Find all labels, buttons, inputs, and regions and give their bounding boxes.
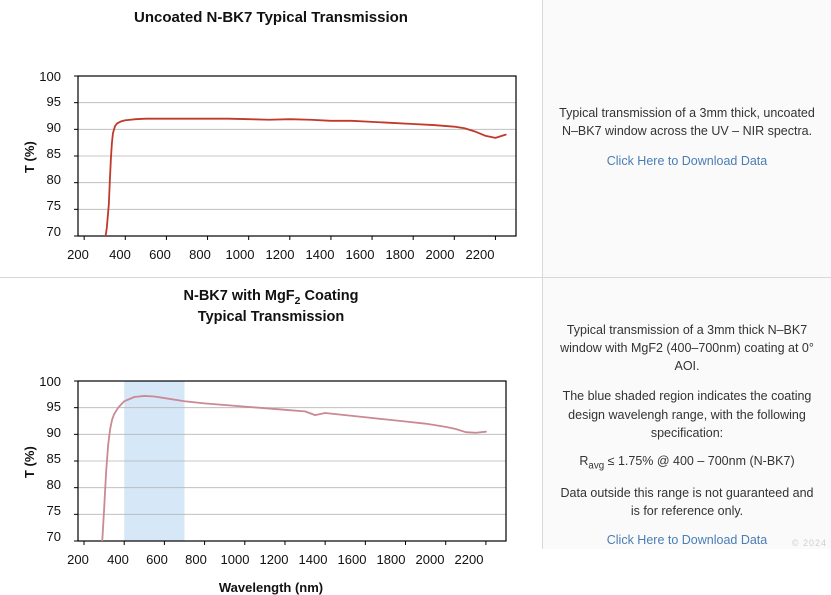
uncoated-ytick-95: 95 <box>46 93 61 109</box>
spec-rest: ≤ 1.75% @ 400 – 700nm (N-BK7) <box>604 454 795 469</box>
uncoated-chart-title: Uncoated N-BK7 Typical Transmission <box>134 9 408 26</box>
uncoated-xtick-400: 400 <box>109 246 131 262</box>
uncoated-xtick-1000: 1000 <box>225 246 255 262</box>
coated-xtick-2200: 2200 <box>454 552 484 568</box>
coated-ytick-95: 95 <box>46 399 61 415</box>
uncoated-xtick-200: 200 <box>67 246 89 262</box>
uncoated-y-axis-label: T (%) <box>22 140 37 173</box>
coated-ytick-85: 85 <box>46 451 61 467</box>
coated-title-line2: Typical Transmission <box>197 308 345 325</box>
coated-description-cell <box>543 278 831 549</box>
coated-y-axis-label: T (%) <box>22 446 37 479</box>
uncoated-xtick-2200: 2200 <box>465 246 495 262</box>
coated-title-subscript: 2 <box>294 295 301 307</box>
coated-xtick-1200: 1200 <box>259 552 289 568</box>
coated-xtick-200: 200 <box>67 552 89 568</box>
coated-xtick-400: 400 <box>107 552 129 568</box>
coated-description-3: Data outside this range is not guaranteed and is for reference only. <box>560 486 814 519</box>
uncoated-xtick-1400: 1400 <box>305 246 335 262</box>
uncoated-ytick-70: 70 <box>46 223 61 239</box>
uncoated-ytick-75: 75 <box>46 197 61 213</box>
uncoated-chart-cell <box>0 0 543 277</box>
coated-xtick-600: 600 <box>146 552 168 568</box>
spec-r: R <box>579 454 589 469</box>
uncoated-transmission-plot <box>0 28 543 248</box>
uncoated-xtick-600: 600 <box>149 246 171 262</box>
watermark: © 2024 <box>791 538 827 548</box>
coated-chart-title <box>0 278 542 326</box>
coated-specification <box>557 454 817 472</box>
coated-xtick-1800: 1800 <box>376 552 406 568</box>
coated-ytick-80: 80 <box>46 477 61 493</box>
uncoated-ytick-80: 80 <box>46 171 61 187</box>
coated-ytick-90: 90 <box>46 425 61 441</box>
coated-chart-cell <box>0 278 543 595</box>
coated-description-1: Typical transmission of a 3mm thick N–BK7 window with MgF2 (400–700nm) coating at 0° AOI. <box>560 322 814 373</box>
bottom-panel <box>0 278 831 595</box>
uncoated-description-text: Typical transmission of a 3mm thick, uncoated N–BK7 window across the UV – NIR spectra. <box>559 106 815 139</box>
uncoated-ytick-85: 85 <box>46 145 61 161</box>
coated-description-2: The blue shaded region indicates the coating design wavelengh range, with the following specification: <box>562 389 812 440</box>
uncoated-xtick-1800: 1800 <box>385 246 415 262</box>
uncoated-xtick-2000: 2000 <box>425 246 455 262</box>
coated-ytick-75: 75 <box>46 503 61 519</box>
coated-ytick-70: 70 <box>46 529 61 545</box>
uncoated-ytick-100: 100 <box>39 68 61 84</box>
coated-download-link[interactable]: Click Here to Download Data <box>606 533 768 547</box>
uncoated-xtick-1200: 1200 <box>265 246 295 262</box>
coated-transmission-plot <box>0 326 543 554</box>
uncoated-ytick-90: 90 <box>46 119 61 135</box>
top-panel <box>0 0 831 278</box>
coated-xtick-1000: 1000 <box>220 552 250 568</box>
coated-xtick-1600: 1600 <box>337 552 367 568</box>
coated-title-part2: Coating <box>300 288 359 304</box>
coated-title-part1: N-BK7 with MgF <box>183 288 295 304</box>
uncoated-download-link[interactable]: Click Here to Download Data <box>606 154 768 169</box>
coated-xtick-800: 800 <box>185 552 207 568</box>
coated-xtick-2000: 2000 <box>415 552 445 568</box>
spec-subscript: avg <box>588 460 605 472</box>
coated-ytick-100: 100 <box>39 374 61 390</box>
uncoated-xtick-1600: 1600 <box>345 246 375 262</box>
coated-x-axis-label: Wavelength (nm) <box>218 580 324 595</box>
uncoated-description-cell <box>543 0 831 277</box>
coated-xtick-1400: 1400 <box>298 552 328 568</box>
uncoated-xtick-800: 800 <box>189 246 211 262</box>
